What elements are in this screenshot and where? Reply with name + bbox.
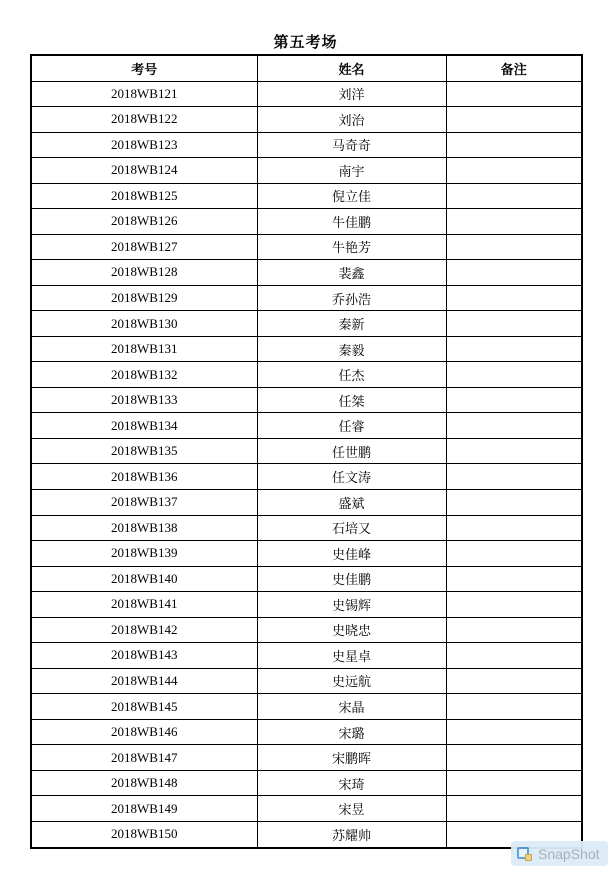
table-row bbox=[31, 464, 582, 490]
table-row bbox=[31, 183, 582, 209]
name-cell: 牛佳鹏 bbox=[257, 209, 446, 235]
remark-cell bbox=[446, 81, 582, 107]
name-cell: 史佳鹏 bbox=[257, 566, 446, 592]
table-row bbox=[31, 490, 582, 516]
remark-cell bbox=[446, 694, 582, 720]
exam-no-cell: 2018WB122 bbox=[31, 107, 257, 133]
table-row bbox=[31, 107, 582, 133]
exam-no-cell: 2018WB142 bbox=[31, 617, 257, 643]
name-cell: 南宇 bbox=[257, 158, 446, 184]
table-row bbox=[31, 81, 582, 107]
remark-cell bbox=[446, 336, 582, 362]
exam-no-cell: 2018WB145 bbox=[31, 694, 257, 720]
name-cell: 刘洋 bbox=[257, 81, 446, 107]
table-row bbox=[31, 719, 582, 745]
remark-cell bbox=[446, 132, 582, 158]
table-row bbox=[31, 438, 582, 464]
table-row bbox=[31, 132, 582, 158]
remark-cell bbox=[446, 362, 582, 388]
table-row bbox=[31, 234, 582, 260]
remark-cell bbox=[446, 413, 582, 439]
exam-no-cell: 2018WB126 bbox=[31, 209, 257, 235]
table-header bbox=[31, 55, 582, 81]
remark-cell bbox=[446, 285, 582, 311]
remark-cell bbox=[446, 260, 582, 286]
exam-no-cell: 2018WB129 bbox=[31, 285, 257, 311]
exam-no-cell: 2018WB147 bbox=[31, 745, 257, 771]
name-cell: 任睿 bbox=[257, 413, 446, 439]
remark-cell bbox=[446, 770, 582, 796]
header-name: 姓名 bbox=[257, 55, 446, 81]
remark-cell bbox=[446, 209, 582, 235]
table-row bbox=[31, 285, 582, 311]
name-cell: 乔孙浩 bbox=[257, 285, 446, 311]
table-row bbox=[31, 821, 582, 848]
snapshot-watermark bbox=[511, 841, 608, 866]
remark-cell bbox=[446, 592, 582, 618]
name-cell: 裴鑫 bbox=[257, 260, 446, 286]
table-row bbox=[31, 745, 582, 771]
exam-no-cell: 2018WB140 bbox=[31, 566, 257, 592]
table-row bbox=[31, 617, 582, 643]
remark-cell bbox=[446, 311, 582, 337]
name-cell: 宋昱 bbox=[257, 796, 446, 822]
name-cell: 任桀 bbox=[257, 387, 446, 413]
remark-cell bbox=[446, 541, 582, 567]
exam-no-cell: 2018WB137 bbox=[31, 490, 257, 516]
table-row bbox=[31, 362, 582, 388]
table-row bbox=[31, 668, 582, 694]
exam-no-cell: 2018WB132 bbox=[31, 362, 257, 388]
name-cell: 盛斌 bbox=[257, 490, 446, 516]
table-row bbox=[31, 387, 582, 413]
exam-no-cell: 2018WB138 bbox=[31, 515, 257, 541]
table-row bbox=[31, 209, 582, 235]
name-cell: 秦新 bbox=[257, 311, 446, 337]
remark-cell bbox=[446, 515, 582, 541]
table-row bbox=[31, 796, 582, 822]
name-cell: 宋璐 bbox=[257, 719, 446, 745]
name-cell: 史晓忠 bbox=[257, 617, 446, 643]
name-cell: 马奇奇 bbox=[257, 132, 446, 158]
exam-no-cell: 2018WB144 bbox=[31, 668, 257, 694]
name-cell: 宋晶 bbox=[257, 694, 446, 720]
remark-cell bbox=[446, 464, 582, 490]
name-cell: 石培又 bbox=[257, 515, 446, 541]
exam-no-cell: 2018WB149 bbox=[31, 796, 257, 822]
table-row bbox=[31, 158, 582, 184]
snapshot-icon-yellow-square bbox=[525, 854, 532, 861]
remark-cell bbox=[446, 719, 582, 745]
table-row bbox=[31, 260, 582, 286]
exam-no-cell: 2018WB136 bbox=[31, 464, 257, 490]
remark-cell bbox=[446, 183, 582, 209]
table-row bbox=[31, 770, 582, 796]
exam-no-cell: 2018WB127 bbox=[31, 234, 257, 260]
name-cell: 史远航 bbox=[257, 668, 446, 694]
table-row bbox=[31, 566, 582, 592]
page-title: 第五考场 bbox=[273, 35, 338, 51]
remark-cell bbox=[446, 234, 582, 260]
name-cell: 刘治 bbox=[257, 107, 446, 133]
remark-cell bbox=[446, 387, 582, 413]
name-cell: 任世鹏 bbox=[257, 438, 446, 464]
remark-cell bbox=[446, 643, 582, 669]
exam-no-cell: 2018WB135 bbox=[31, 438, 257, 464]
remark-cell bbox=[446, 107, 582, 133]
exam-no-cell: 2018WB133 bbox=[31, 387, 257, 413]
remark-cell bbox=[446, 617, 582, 643]
exam-no-cell: 2018WB123 bbox=[31, 132, 257, 158]
name-cell: 任文涛 bbox=[257, 464, 446, 490]
table-row bbox=[31, 643, 582, 669]
exam-no-cell: 2018WB124 bbox=[31, 158, 257, 184]
name-cell: 秦毅 bbox=[257, 336, 446, 362]
exam-no-cell: 2018WB143 bbox=[31, 643, 257, 669]
table-row bbox=[31, 541, 582, 567]
snapshot-watermark-label: SnapShot bbox=[538, 845, 600, 862]
remark-cell bbox=[446, 158, 582, 184]
exam-no-cell: 2018WB121 bbox=[31, 81, 257, 107]
remark-cell bbox=[446, 668, 582, 694]
name-cell: 宋鹏晖 bbox=[257, 745, 446, 771]
exam-no-cell: 2018WB148 bbox=[31, 770, 257, 796]
table-row bbox=[31, 515, 582, 541]
table-row bbox=[31, 311, 582, 337]
exam-no-cell: 2018WB139 bbox=[31, 541, 257, 567]
remark-cell bbox=[446, 745, 582, 771]
remark-cell bbox=[446, 438, 582, 464]
remark-cell bbox=[446, 796, 582, 822]
exam-no-cell: 2018WB128 bbox=[31, 260, 257, 286]
exam-no-cell: 2018WB125 bbox=[31, 183, 257, 209]
snapshot-icon bbox=[517, 847, 532, 861]
table-row bbox=[31, 592, 582, 618]
header-row bbox=[31, 55, 582, 81]
table-row bbox=[31, 413, 582, 439]
header-exam-no: 考号 bbox=[31, 55, 257, 81]
remark-cell bbox=[446, 566, 582, 592]
name-cell: 史星卓 bbox=[257, 643, 446, 669]
name-cell: 史锡辉 bbox=[257, 592, 446, 618]
name-cell: 苏耀帅 bbox=[257, 821, 446, 848]
exam-roster-table bbox=[30, 54, 583, 849]
name-cell: 史佳峰 bbox=[257, 541, 446, 567]
name-cell: 牛艳芳 bbox=[257, 234, 446, 260]
remark-cell bbox=[446, 490, 582, 516]
table-body bbox=[31, 81, 582, 848]
name-cell: 倪立佳 bbox=[257, 183, 446, 209]
header-remark: 备注 bbox=[446, 55, 582, 81]
exam-no-cell: 2018WB146 bbox=[31, 719, 257, 745]
table-row bbox=[31, 694, 582, 720]
exam-no-cell: 2018WB141 bbox=[31, 592, 257, 618]
exam-no-cell: 2018WB131 bbox=[31, 336, 257, 362]
name-cell: 任杰 bbox=[257, 362, 446, 388]
table-row bbox=[31, 336, 582, 362]
exam-no-cell: 2018WB150 bbox=[31, 821, 257, 848]
exam-no-cell: 2018WB130 bbox=[31, 311, 257, 337]
exam-no-cell: 2018WB134 bbox=[31, 413, 257, 439]
name-cell: 宋琦 bbox=[257, 770, 446, 796]
